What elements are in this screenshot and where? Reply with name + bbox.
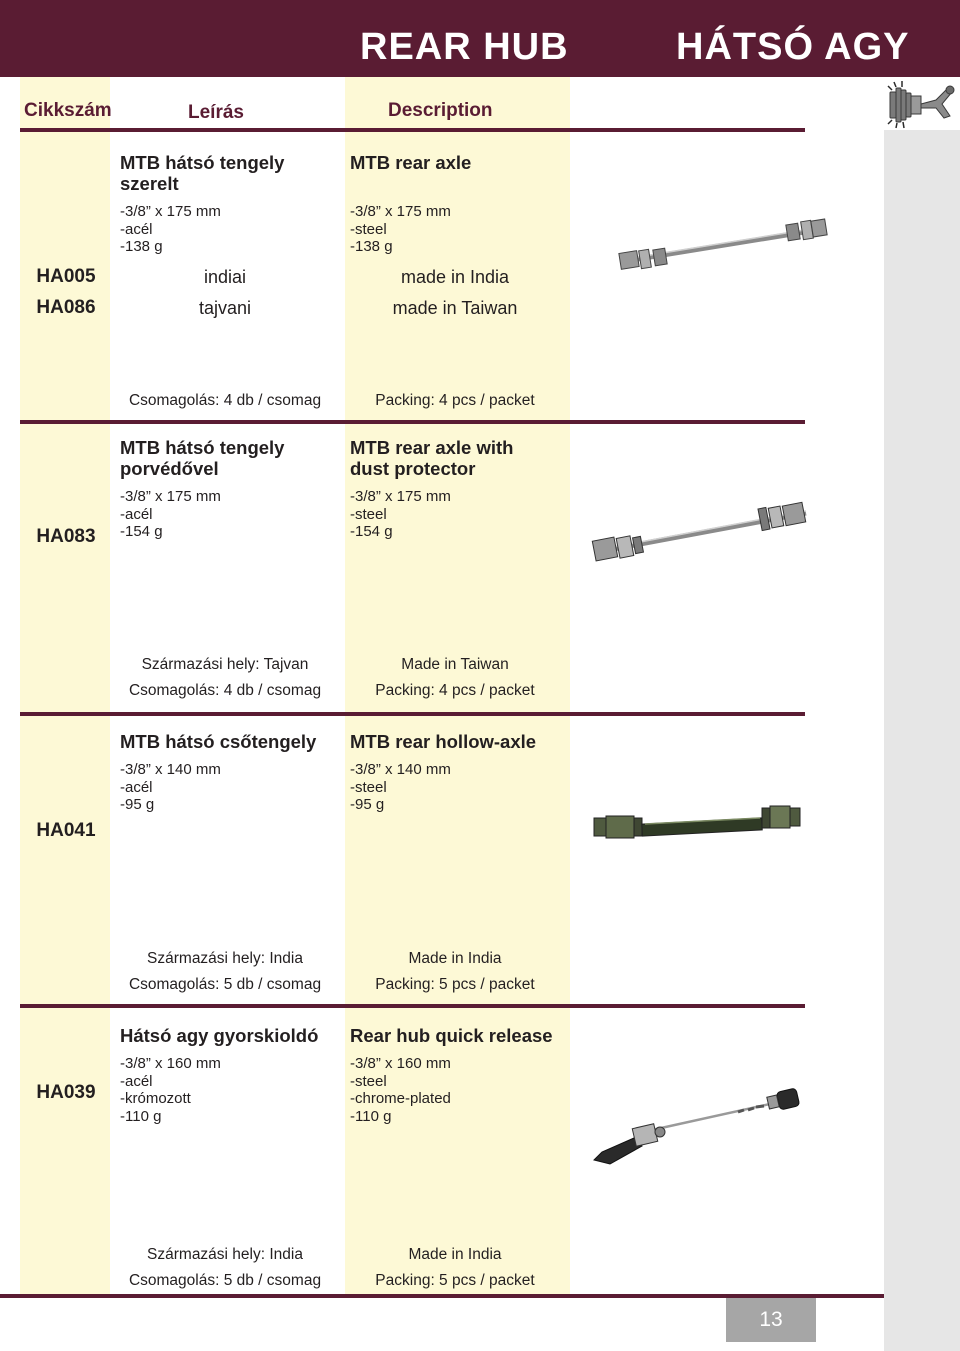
spec-list-hu: -3/8” x 175 mm -acél -154 g (120, 488, 221, 541)
origin-hu: Származási hely: India (147, 1246, 303, 1263)
product-title-hu: MTB hátsó tengely szerelt (120, 152, 285, 194)
product-title-en: MTB rear axle with dust protector (350, 437, 514, 479)
product-title-hu: MTB hátsó csőtengely (120, 731, 317, 752)
packing-en: Packing: 5 pcs / packet (375, 976, 535, 993)
packing-hu: Csomagolás: 5 db / csomag (128, 976, 322, 993)
spec-list-en: -3/8” x 175 mm -steel -154 g (350, 488, 451, 541)
spec-list-hu: -3/8” x 140 mm -acél -95 g (120, 761, 221, 814)
product-code: HA083 (36, 526, 96, 547)
page-number-box (726, 1298, 816, 1342)
section-rule (20, 420, 805, 424)
page-title-hu: HÁTSÓ AGY (676, 26, 910, 68)
variant-en: made in Taiwan (392, 298, 518, 318)
packing-hu: Csomagolás: 4 db / csomag (128, 392, 322, 409)
product-title-hu: MTB hátsó tengely porvédővel (120, 437, 285, 479)
section-rule (20, 712, 805, 716)
product-code: HA041 (36, 820, 96, 841)
origin-en: Made in Taiwan (401, 656, 509, 673)
header-rule (20, 128, 805, 132)
product-title-en: MTB rear axle (350, 152, 472, 173)
product-code: HA039 (36, 1082, 96, 1103)
quick-release-image (588, 1080, 820, 1170)
rear-axle-image (612, 212, 832, 282)
product-code: HA005 (36, 266, 96, 287)
page-number: 13 (759, 1308, 783, 1331)
origin-hu: Származási hely: India (147, 950, 303, 967)
variant-hu: tajvani (198, 298, 252, 318)
rear-axle-dust-protector-image (588, 495, 820, 575)
code-column-background (20, 77, 110, 1298)
header-banner (0, 0, 960, 77)
product-title-en: Rear hub quick release (350, 1025, 553, 1046)
origin-en: Made in India (408, 1246, 502, 1263)
hollow-axle-image (590, 798, 806, 846)
spec-list-en: -3/8” x 175 mm -steel -138 g (350, 203, 451, 256)
product-title-en: MTB rear hollow-axle (350, 731, 537, 752)
spec-list-hu: -3/8” x 160 mm -acél -krómozott -110 g (120, 1055, 221, 1126)
page-title-en: REAR HUB (360, 26, 569, 68)
origin-hu: Származási hely: Tajvan (141, 656, 309, 673)
packing-hu: Csomagolás: 5 db / csomag (128, 1272, 322, 1289)
variant-hu: indiai (203, 267, 247, 287)
packing-en: Packing: 4 pcs / packet (375, 392, 535, 409)
column-header-description: Description (388, 100, 493, 121)
column-header-code: Cikkszám (24, 100, 112, 121)
variant-en: made in India (400, 267, 510, 287)
product-title-hu: Hátsó agy gyorskioldó (120, 1025, 319, 1046)
side-strip (884, 130, 960, 1351)
packing-hu: Csomagolás: 4 db / csomag (128, 682, 322, 699)
packing-en: Packing: 5 pcs / packet (375, 1272, 535, 1289)
packing-en: Packing: 4 pcs / packet (375, 682, 535, 699)
spec-list-hu: -3/8” x 175 mm -acél -138 g (120, 203, 221, 256)
spec-list-en: -3/8” x 140 mm -steel -95 g (350, 761, 451, 814)
section-rule (20, 1004, 805, 1008)
column-header-leiras: Leírás (188, 102, 244, 123)
origin-en: Made in India (408, 950, 502, 967)
spec-list-en: -3/8” x 160 mm -steel -chrome-plated -110 g (350, 1055, 451, 1126)
product-code: HA086 (36, 297, 96, 318)
rear-hub-icon (884, 78, 960, 132)
